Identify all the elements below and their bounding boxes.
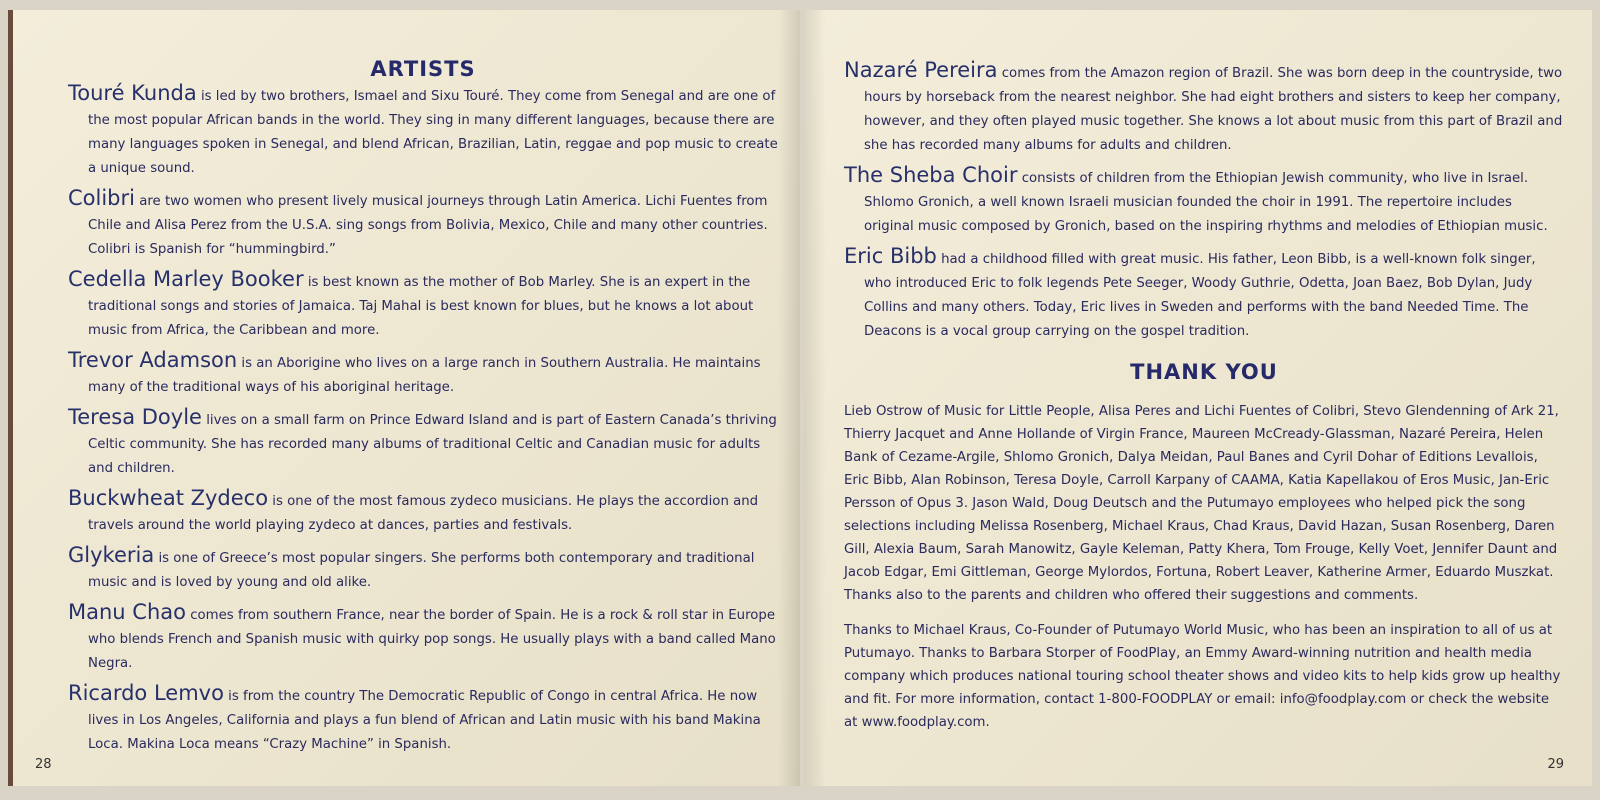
artist-name: Teresa Doyle: [68, 405, 202, 429]
artists-continued-section: [844, 58, 1564, 746]
artist-entry: [68, 681, 778, 757]
artist-name: Ricardo Lemvo: [68, 681, 224, 705]
artist-description: is led by two brothers, Ismael and Sixu Touré. They come from Senegal and are one of the most popular African bands in the world. They sing in many different languages, because there are many languages spoken in Senegal, and blend African, Brazilian, Latin, reggae and pop music to create a unique sound.: [88, 89, 778, 176]
artist-name: Touré Kunda: [68, 81, 197, 105]
artist-entry: [68, 81, 778, 181]
artist-description: lives on a small farm on Prince Edward Island and is part of Eastern Canada’s thriving Celtic community. She has recorded many albums of traditional Celtic and Canadian music for adults and children.: [88, 413, 777, 476]
artist-description: had a childhood filled with great music. His father, Leon Bibb, is a well-known folk singer, who introduced Eric to folk legends Pete Seeger, Woody Guthrie, Odetta, Joan Baez, Bob Dylan, Judy Collins and many others. Today, Eric lives in Sweden and performs with the band Needed Time. The Deacons is a vocal group carrying on the gospel tradition.: [864, 252, 1536, 339]
artists-section: [68, 57, 778, 762]
artist-entry: [844, 58, 1564, 158]
artist-description: comes from the Amazon region of Brazil. She was born deep in the countryside, two hours by horseback from the nearest neighbor. She had eight brothers and sisters to keep her company, however, and they often played music together. She knows a lot about music from this part of Brazil and she has recorded many albums for adults and children.: [864, 66, 1563, 153]
artists-heading: ARTISTS: [370, 57, 476, 81]
artist-name: The Sheba Choir: [844, 163, 1018, 187]
artist-name: Eric Bibb: [844, 244, 937, 268]
artist-name: Buckwheat Zydeco: [68, 486, 269, 510]
artist-entry: [68, 543, 778, 595]
page-number: 29: [1547, 757, 1564, 772]
thanks-paragraph: Lieb Ostrow of Music for Little People, Alisa Peres and Lichi Fuentes of Colibri, Stevo Glendenning of Ark 21, Thierry Jacquet and Anne Hollande of Virgin France, Maureen McCready-Glassman, Nazaré Pereira, Helen Bank of Cezame-Argile, Shlomo Gronich, Dalya Meidan, Paul Banes and Cyril Dohar of Editions Levallois, Eric Bibb, Alan Robinson, Teresa Doyle, Carroll Karpany of CAAMA, Katia Kapellakou of Eros Music, Jan-Eric Persson of Opus 3. Jason Wald, Doug Deutsch and the Putumayo employees who helped pick the song selections including Melissa Rosenberg, Michael Kraus, Chad Kraus, David Hazan, Susan Rosenberg, Daren Gill, Alexia Baum, Sarah Manowitz, Gayle Keleman, Patty Khera, Tom Frouge, Kelly Voet, Jennifer Daunt and Jacob Edgar, Emi Gittleman, George Mylordos, Fortuna, Robert Leaver, Katherine Armer, Eduardo Muszkat. Thanks also to the parents and children who offered their suggestions and comments.: [844, 404, 1559, 603]
artist-entry: [68, 600, 778, 676]
artist-description: comes from southern France, near the border of Spain. He is a rock & roll star in Europe who blends French and Spanish music with quirky pop songs. He usually plays with a band called Mano Negra.: [88, 608, 776, 671]
artist-entry: [844, 163, 1564, 239]
page-number: 28: [35, 757, 52, 772]
gutter-shadow: [778, 10, 800, 786]
artist-description: is best known as the mother of Bob Marley. She is an expert in the traditional songs and stories of Jamaica. Taj Mahal is best known for blues, but he knows a lot about music from Africa, the Caribbean and more.: [88, 275, 754, 338]
artist-name: Glykeria: [68, 543, 155, 567]
left-page: [8, 10, 800, 786]
gutter-shadow: [804, 10, 826, 786]
artist-name: Trevor Adamson: [68, 348, 238, 372]
artist-entry: [68, 267, 778, 343]
artist-description: is one of the most famous zydeco musicians. He plays the accordion and travels around the world playing zydeco at dances, parties and festivals.: [88, 494, 759, 533]
artist-description: is from the country The Democratic Republic of Congo in central Africa. He now lives in Los Angeles, California and plays a fun blend of African and Latin music with his band Makina Loca. Makina Loca means “Crazy Machine” in Spanish.: [88, 689, 761, 752]
artist-name: Nazaré Pereira: [844, 58, 998, 82]
artist-description: is an Aborigine who lives on a large ranch in Southern Australia. He maintains many of the traditional ways of his aboriginal heritage.: [88, 356, 761, 395]
artist-entry: [68, 405, 778, 481]
artist-entry: [68, 186, 778, 262]
artist-name: Manu Chao: [68, 600, 186, 624]
artist-description: consists of children from the Ethiopian Jewish community, who live in Israel. Shlomo Gronich, a well known Israeli musician founded the choir in 1991. The repertoire includes original music composed by Gronich, based on the inspiring rhythms and melodies of Ethiopian music.: [864, 171, 1548, 234]
right-page: [804, 10, 1592, 786]
thanks-paragraph: Thanks to Michael Kraus, Co-Founder of Putumayo World Music, who has been an inspiration to all of us at Putumayo. Thanks to Barbara Storper of FoodPlay, an Emmy Award-winning nutrition and health media company which produces national touring school theater shows and video kits to help kids grow up healthy and fit. For more information, contact 1-800-FOODPLAY or email: info@foodplay.com or check the website at www.foodplay.com.: [844, 623, 1561, 730]
artist-entry: [68, 348, 778, 400]
artist-name: Cedella Marley Booker: [68, 267, 304, 291]
thank-you-heading: THANK YOU: [1130, 360, 1278, 384]
artist-description: are two women who present lively musical journeys through Latin America. Lichi Fuentes from Chile and Alisa Perez from the U.S.A. sing songs from Bolivia, Mexico, Chile and many other countries. Colibri is Spanish for “hummingbird.”: [88, 194, 768, 257]
artist-entry: [68, 486, 778, 538]
artist-description: is one of Greece’s most popular singers. She performs both contemporary and traditional music and is loved by young and old alike.: [88, 551, 755, 590]
artist-name: Colibri: [68, 186, 135, 210]
artist-entry: [844, 244, 1564, 344]
